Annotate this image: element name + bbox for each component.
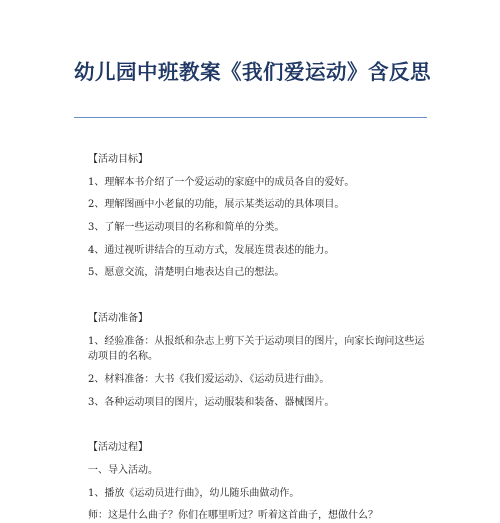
prep-item-2: 2、材料准备：大书《我们爱运动》、《运动员进行曲》。 — [88, 374, 330, 385]
process-item-3: 师：这是什么曲子？你们在哪里听过？听着这首曲子，想做什么？ — [88, 510, 378, 521]
section-heading-process: 【活动过程】 — [88, 442, 148, 453]
goal-item-2: 2、理解图画中小老鼠的功能，展示某类运动的具体项目。 — [88, 199, 345, 210]
prep-item-3: 3、各种运动项目的图片，运动服装和装备、器械图片。 — [88, 397, 335, 408]
goal-item-1: 1、理解本书介绍了一个爱运动的家庭中的成员各自的爱好。 — [88, 177, 355, 188]
goal-item-4: 4、通过视听讲结合的互动方式，发展连贯表述的能力。 — [88, 245, 335, 256]
section-heading-goals: 【活动目标】 — [88, 154, 148, 165]
section-heading-prep: 【活动准备】 — [88, 313, 148, 324]
document-title: 幼儿园中班教案《我们爱运动》含反思 — [74, 60, 431, 84]
process-item-1: 一、导入活动。 — [88, 465, 158, 476]
goal-item-3: 3、了解一些运动项目的名称和简单的分类。 — [88, 222, 285, 233]
process-item-2: 1、播放《运动员进行曲》，幼儿随乐曲做动作。 — [88, 488, 300, 499]
title-divider — [74, 117, 427, 118]
goal-item-5: 5、愿意交流，清楚明白地表达自己的想法。 — [88, 267, 285, 278]
prep-item-1: 1、经验准备：从报纸和杂志上剪下关于运动项目的图片，向家长询问这些运动项目的名称。 — [88, 336, 425, 362]
